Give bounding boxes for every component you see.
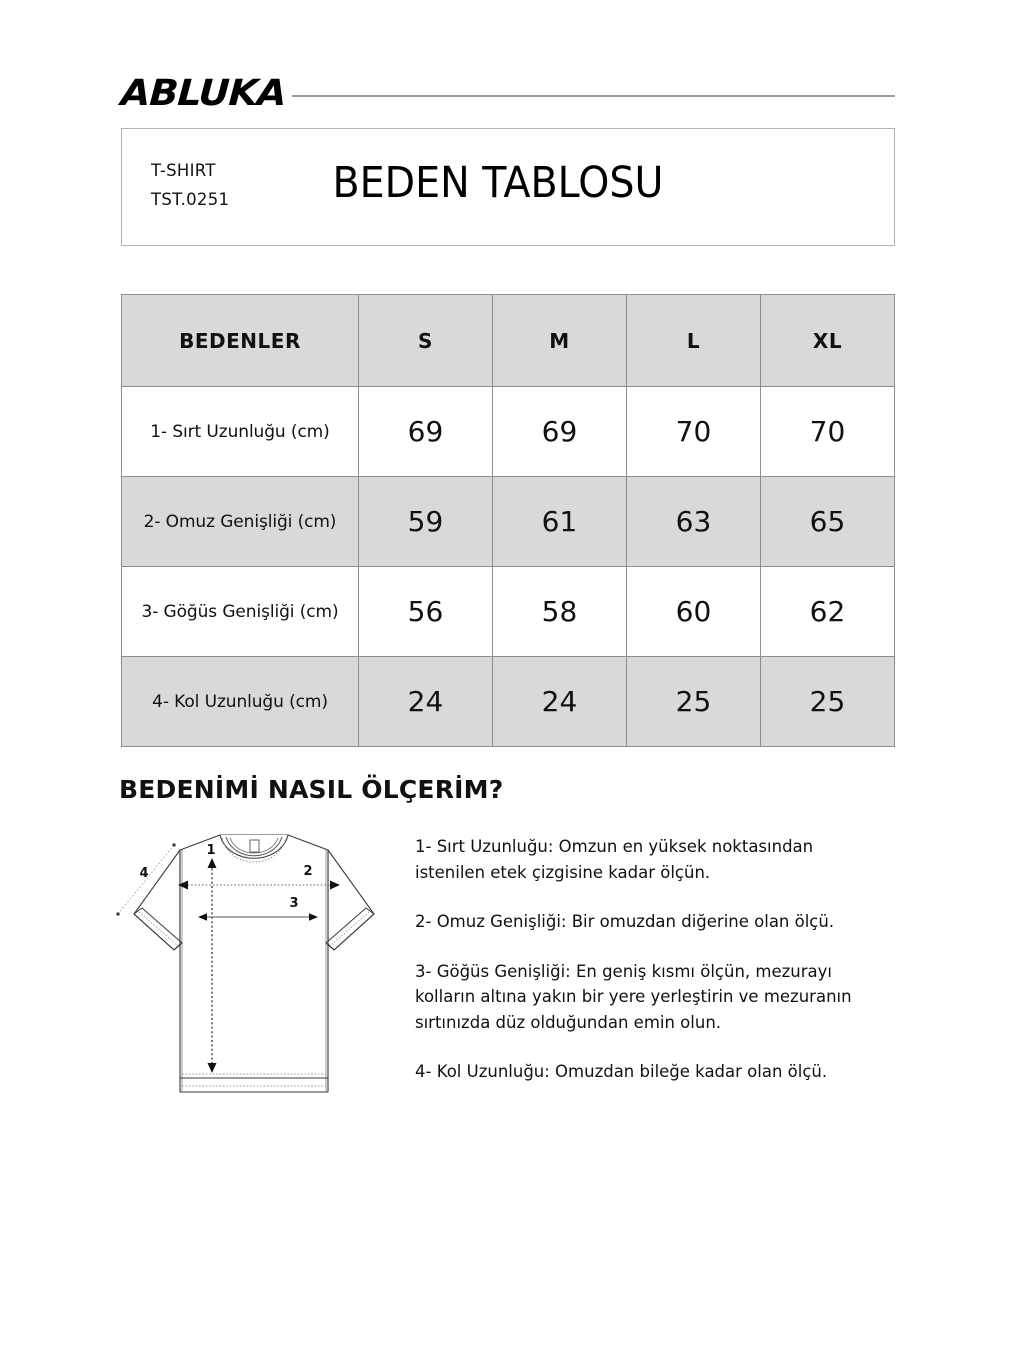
cell-sleeve-length-m: 24: [493, 657, 627, 747]
cell-chest-width-xl: 62: [761, 567, 895, 657]
column-header-bedenler: BEDENLER: [122, 295, 359, 387]
row-label-shoulder-width: 2- Omuz Genişliği (cm): [122, 477, 359, 567]
brand-header: [121, 74, 895, 114]
cell-back-length-s: 69: [359, 387, 493, 477]
cell-shoulder-width-s: 59: [359, 477, 493, 567]
cell-back-length-m: 69: [493, 387, 627, 477]
page-title: BEDEN TABLOSU: [332, 158, 664, 208]
cell-sleeve-length-xl: 25: [761, 657, 895, 747]
measure-label-1: 1: [206, 843, 216, 858]
logo-divider-rule: [292, 95, 895, 97]
tshirt-svg: [112, 822, 402, 1112]
table-row: [122, 657, 895, 747]
measure-label-4: 4: [139, 866, 149, 881]
row-label-sleeve-length: 4- Kol Uzunluğu (cm): [122, 657, 359, 747]
cell-chest-width-m: 58: [493, 567, 627, 657]
instruction-item-2: 2- Omuz Genişliği: Bir omuzdan diğerine olan ölçü.: [415, 912, 835, 932]
instruction-item-4: 4- Kol Uzunluğu: Omuzdan bileğe kadar olan ölçü.: [415, 1062, 828, 1082]
table-row: [122, 477, 895, 567]
tshirt-measurement-diagram: [112, 822, 402, 1112]
cell-shoulder-width-l: 63: [627, 477, 761, 567]
row-label-chest-width: 3- Göğüs Genişliği (cm): [122, 567, 359, 657]
abluka-logo: ABLUKA: [119, 73, 287, 114]
cell-chest-width-l: 60: [627, 567, 761, 657]
size-chart-table: [121, 294, 895, 747]
table-header-row: [122, 295, 895, 387]
instruction-item-3: 3- Göğüs Genişliği: En geniş kısmı ölçün, mezurayı kolların altına yakın bir yere yerleştirin ve mezuranın sırtınızda düz olduğundan emin olun.: [415, 961, 852, 1032]
cell-back-length-xl: 70: [761, 387, 895, 477]
cell-chest-width-s: 56: [359, 567, 493, 657]
cell-back-length-l: 70: [627, 387, 761, 477]
measure-label-2: 2: [303, 864, 313, 879]
cell-shoulder-width-m: 61: [493, 477, 627, 567]
cell-sleeve-length-l: 25: [627, 657, 761, 747]
row-label-back-length: 1- Sırt Uzunluğu (cm): [122, 387, 359, 477]
cell-shoulder-width-xl: 65: [761, 477, 895, 567]
neck-tag-icon: [250, 840, 259, 852]
table-row: [122, 567, 895, 657]
column-header-s: S: [359, 295, 493, 387]
cell-sleeve-length-s: 24: [359, 657, 493, 747]
instruction-item-1: 1- Sırt Uzunluğu: Omzun en yüksek noktasından istenilen etek çizgisine kadar ölçün.: [415, 837, 814, 882]
table-row: [122, 387, 895, 477]
column-header-xl: XL: [761, 295, 895, 387]
column-header-l: L: [627, 295, 761, 387]
how-to-measure-heading: BEDENİMİ NASIL ÖLÇERİM?: [119, 775, 504, 804]
product-code-label: TST.0251: [151, 189, 230, 209]
measure-label-3: 3: [289, 896, 299, 911]
column-header-m: M: [493, 295, 627, 387]
product-type-label: T-SHIRT: [151, 161, 216, 180]
document-header-box: [121, 128, 895, 246]
measurement-instructions: [415, 834, 885, 1085]
